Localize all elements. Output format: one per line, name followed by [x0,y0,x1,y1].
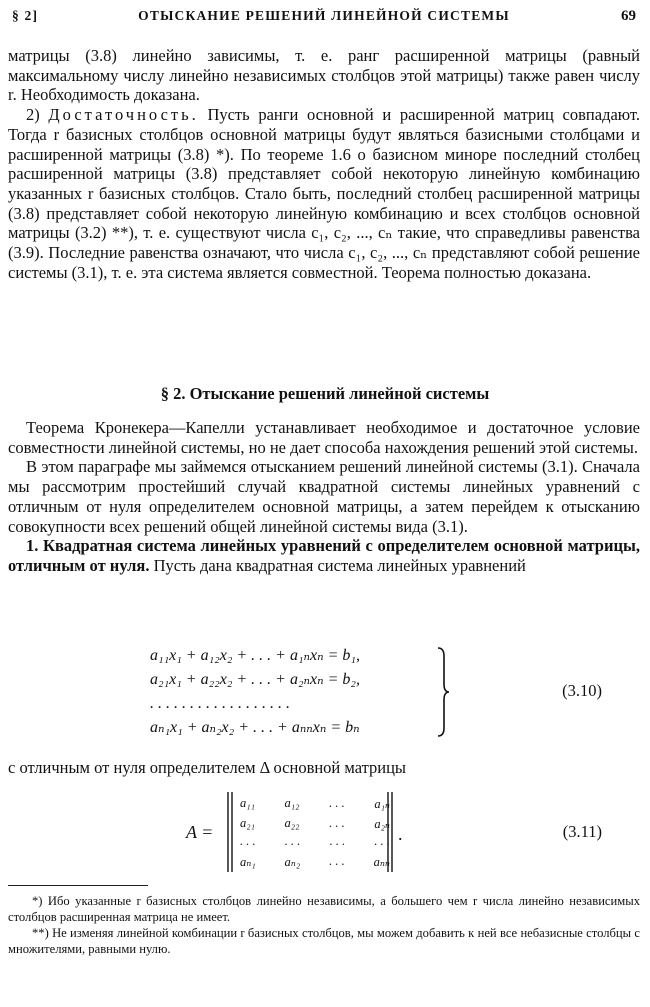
matrix-a [228,792,396,872]
equation-row-n: aₙ₁x₁ + aₙ₂x₂ + . . . + aₙₙxₙ = bₙ [150,719,360,736]
matrix-period: . [398,824,403,844]
sufficiency-heading: Достаточность. [48,105,199,125]
sufficiency-text: Пусть ранги основной и расширенной матриц совпадают. Тогда r базисных столбцов основной матрицы будут являться базисными столбцами и расширенной матрицы (3.8) *). По теореме 1.6 о базисном миноре последний столбец расширенной матрицы (3.8) представляет собой некоторую линейную комбинацию указанных r базисных столбцов. Стало быть, последний столбец расширенной матрицы (3.8) представляет собой некоторую линейную комбинацию и всех столбцов основной матрицы (3.2) **), т. е. существуют числа c₁, c₂, ..., cₙ такие, что справедливы равенства (3.9). Последние равенства означают, что числа c₁, c₂, ..., cₙ представляют собой решение системы (3.1), т. е. эта система является совместной. Теорема полностью доказана. [8,105,641,282]
matrix-cell: aₙ₂ [284,855,301,869]
matrix-row-n [240,854,390,870]
equation-row-1: a₁₁x₁ + a₁₂x₂ + . . . + a₁ₙxₙ = b₁, [150,647,360,664]
header-section-ref: § 2] [12,8,39,23]
paragraph-necessity-end: матрицы (3.8) линейно зависимы, т. е. ранг расширенной матрицы (равный максимальному числу линейно независимых столбцов этой матрицы) также равен числу r. Необходимость доказана. [8,46,640,105]
matrix-cell: . . . [329,796,345,810]
matrix-row-1 [240,796,390,812]
matrix-cell: . . . [329,816,345,830]
matrix-cell: . . . [329,834,346,848]
matrix-cell: . . . [374,834,390,848]
equation-row-2: a₂₁x₁ + a₂₂x₂ + . . . + a₂ₙxₙ = b₂, [150,671,360,688]
footnote-divider [8,885,148,886]
footnote-2: **) Не изменяя линейной комбинации r базисных столбцов, мы можем добавить к ней все небазисные столбцы с множителями, равными нулю. [8,926,640,956]
matrix-cell: a₂₂ [284,816,300,830]
matrix-cell: . . . [240,834,256,848]
matrix-cell: a₁₂ [284,796,300,810]
equation-number-3-10: (3.10) [562,681,602,700]
matrix-cell: . . . [329,854,345,868]
header-title: ОТЫСКАНИЕ РЕШЕНИЙ ЛИНЕЙНОЙ СИСТЕМЫ [138,8,510,23]
matrix-cell: a₁₁ [240,796,255,810]
page-number: 69 [621,8,636,24]
equation-number-3-11: (3.11) [562,822,602,841]
paragraph-kronecker: Теорема Кронекера—Капелли устанавливает необходимое и достаточное условие совместности линейной системы, но не дает способа нахождения решений этой системы. [8,418,640,457]
subsection-text: Пусть дана квадратная система линейных уравнений [153,555,526,575]
right-brace-icon [436,646,450,738]
section-text [8,418,640,576]
footnote-1: *) Ибо указанные r базисных столбцов линейно независимы, а большего чем r числа линейно независимых столбцов расширенная матрица не имеет. [8,894,640,924]
footnotes [8,893,640,957]
equation-row-dots: . . . . . . . . . . . . . . . . . . [150,695,290,712]
matrix-cell: . . . [284,834,301,848]
paragraph-square-system [8,536,640,575]
matrix-row-dots [240,834,390,849]
paragraph-sufficiency [8,105,640,282]
paragraph-overview: В этом параграфе мы займемся отысканием решений линейной системы (3.1). Сначала мы рассмотрим простейший случай квадратной системы линейных уравнений с отличным от нуля определителем основной матрицы, а затем перейдем к отысканию совокупности всех решений общей линейной системы вида (3.1). [8,457,640,536]
matrix-cell: aₙ₁ [240,855,256,869]
matrix-cell: aₙₙ [373,855,390,869]
matrix-row-2 [240,816,390,832]
running-header [12,6,636,28]
matrix-label: A = [186,822,214,842]
matrix-cell: a₂₁ [240,816,255,830]
subsection-heading: 1. Квадратная система линейных уравнений с определителем основной матрицы, отличным от нуля. [8,536,640,575]
equation-system [150,644,450,740]
item-number: 2) [26,105,40,125]
proof-text [8,46,640,282]
determinant-sentence: с отличным от нуля определителем Δ основной матрицы [8,758,407,777]
matrix-cell: a₁ₙ [374,797,390,811]
matrix-cell: a₂ₙ [374,817,390,831]
section-heading: § 2. Отыскание решений линейной системы [160,384,490,403]
